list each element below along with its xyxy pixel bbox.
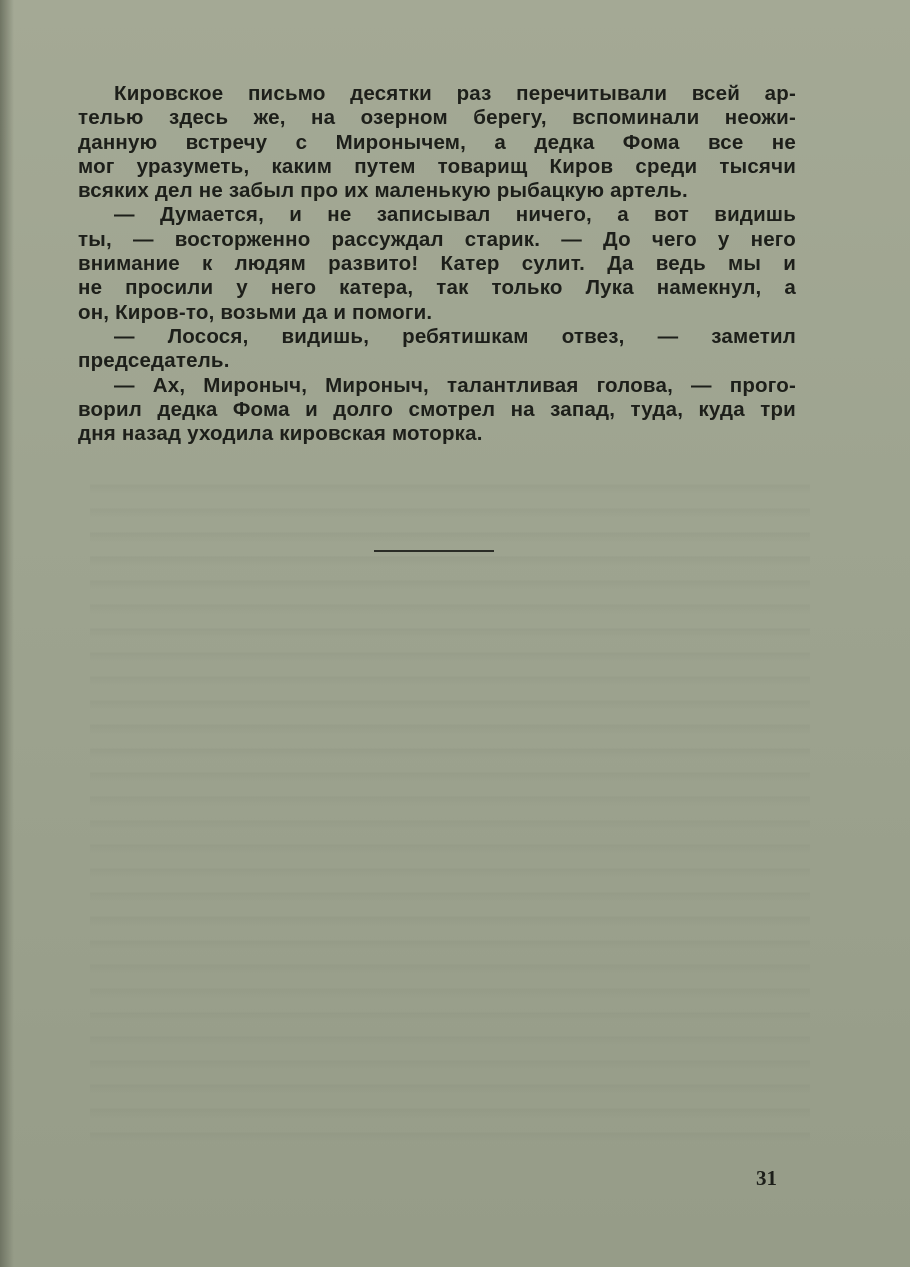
text-line: ты, — восторженно рассуждал старик. — До чего у него	[78, 227, 796, 251]
page-edge-shadow	[0, 0, 14, 1267]
text-line: дня назад уходила кировская моторка.	[78, 422, 483, 446]
text-line: ворил дедка Фома и долго смотрел на запад, туда, куда три	[78, 397, 796, 421]
text-line: мог уразуметь, каким путем товарищ Киров среди тысячи	[78, 154, 796, 178]
section-divider	[374, 550, 494, 552]
text-line: не просили у него катера, так только Лука намекнул, а	[78, 276, 796, 300]
text-line: — Думается, и не записывал ничего, а вот видишь	[114, 203, 796, 227]
body-text	[78, 82, 796, 446]
text-line: внимание к людям развито! Катер сулит. Да ведь мы и	[78, 252, 796, 276]
text-line: — Лосося, видишь, ребятишкам отвез, — заметил	[114, 324, 796, 348]
text-line: данную встречу с Миронычем, а дедка Фома все не	[78, 130, 796, 154]
text-line: Кировское письмо десятки раз перечитывали всей ар-	[114, 82, 796, 105]
text-line: всяких дел не забыл про их маленькую рыбацкую артель.	[78, 179, 688, 203]
text-line: он, Киров-то, возьми да и помоги.	[78, 300, 433, 324]
page-number: 31	[756, 1166, 777, 1190]
text-line: телью здесь же, на озерном берегу, вспоминали неожи-	[78, 106, 796, 130]
text-line: председатель.	[78, 349, 230, 373]
reverse-side-bleed-through	[90, 470, 810, 1150]
text-line: — Ах, Мироныч, Мироныч, талантливая голова, — прого-	[114, 373, 796, 397]
